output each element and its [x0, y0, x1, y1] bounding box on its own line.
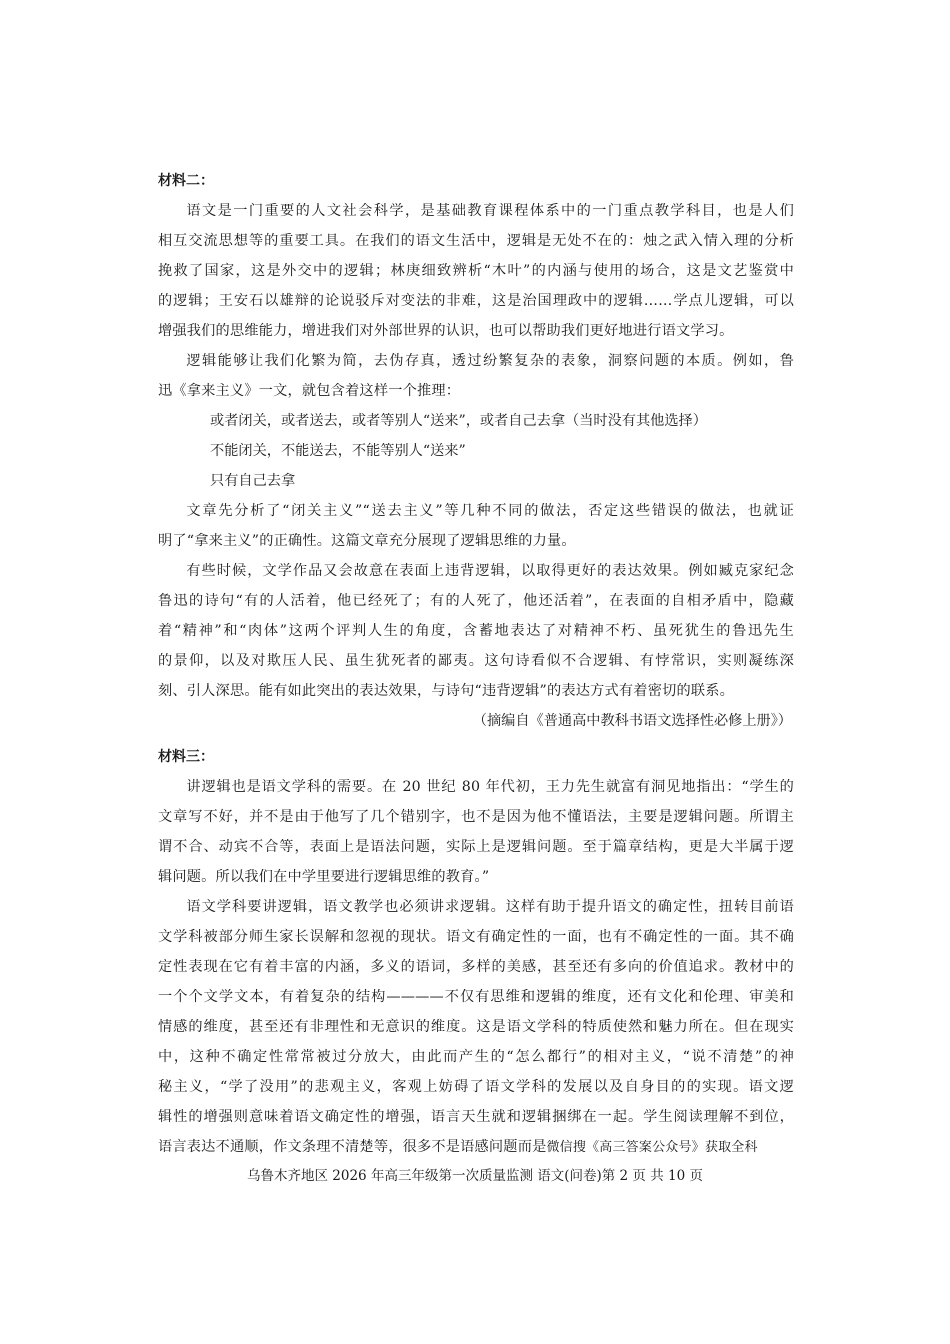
text-line: 文章写不好，并不是由于他写了几个错别字，也不是因为他不懂语法，主要是逻辑问题。所谓主: [158, 809, 794, 825]
document-page: [158, 166, 794, 1163]
text-line: 语文是一门重要的人文社会科学，是基础教育课程体系中的一门重点教学科目，也是人们: [186, 203, 794, 219]
watermark-text: 微信搜《高三答案公众号》获取全科: [546, 1140, 758, 1155]
text-line: 刻、引人深思。能有如此突出的表达效果，与诗句“违背逻辑”的表达方式有着密切的联系。: [158, 683, 735, 699]
text-line: 的景仰，以及对欺压人民、虽生犹死者的鄙夷。这句诗看似不合逻辑、有悖常识，实则凝练深: [158, 653, 794, 669]
text-line: 着“精神”和“肉体”这两个评判人生的角度，含蓄地表达了对精神不朽、虽死犹生的鲁迅先生: [158, 623, 794, 639]
text-line: 一个个文学文本，有着复杂的结构————不仅有思维和逻辑的维度，还有文化和伦理、审美和: [158, 989, 794, 1005]
text-line: 挽救了国家，这是外交中的逻辑；林庚细致辨析“木叶”的内涵与使用的场合，这是文艺鉴赏中: [158, 263, 794, 279]
material-two-paragraph-1: [158, 196, 794, 346]
material-two-paragraph-3: [158, 496, 794, 556]
text-line: 有些时候，文学作品又会故意在表面上违背逻辑，以取得更好的表达效果。例如臧克家纪念: [186, 563, 794, 579]
text-line: 逻辑能够让我们化繁为简，去伪存真，透过纷繁复杂的表象，洞察问题的本质。例如，鲁: [186, 353, 794, 369]
text-line: 谓不合、动宾不合等，表面上是语法问题，实际上是逻辑问题。至于篇章结构，更是大半属于逻: [158, 839, 794, 855]
material-three-paragraph-2: [158, 892, 794, 1163]
text-line-with-watermark: [158, 1132, 794, 1163]
material-two-source: （摘编自《普通高中教科书语文选择性必修上册》）: [472, 713, 792, 729]
material-two-paragraph-2: [158, 346, 794, 406]
text-segment: 语言表达不通顺，作文条理不清楚等，很多不是语感问题而是: [158, 1139, 547, 1155]
syllogism-premise-1: 或者闭关，或者送去，或者等别人“送来”，或者自己去拿（当时没有其他选择）: [210, 413, 707, 429]
text-line: 文学科被部分师生家长误解和忽视的现状。语文有确定性的一面，也有不确定性的一面。其不确: [158, 929, 794, 945]
text-line: 相互交流思想等的重要工具。在我们的语文生活中，逻辑是无处不在的：烛之武入情入理的分析: [158, 233, 794, 249]
material-two-paragraph-4: [158, 556, 794, 706]
text-line: 情感的维度，甚至还有非理性和无意识的维度。这是语文学科的特质使然和魅力所在。但在现实: [158, 1019, 794, 1035]
page-footer: 乌鲁木齐地区 2026 年高三年级第一次质量监测 语文(问卷)第 2 页 共 10 页: [247, 1168, 703, 1184]
text-line: 秘主义，“学了没用”的悲观主义，客观上妨碍了语文学科的发展以及自身目的的实现。语文逻: [158, 1079, 794, 1095]
syllogism-premise-2: 不能闭关，不能送去，不能等别人“送来”: [210, 443, 466, 459]
text-line: 鲁迅的诗句“有的人活着，他已经死了；有的人死了，他还活着”，在表面的自相矛盾中，隐藏: [158, 593, 794, 609]
text-line: 辑问题。所以我们在中学里要进行逻辑思维的教育。”: [158, 869, 490, 885]
text-line: 明了“拿来主义”的正确性。这篇文章充分展现了逻辑思维的力量。: [158, 533, 576, 549]
text-line: 辑性的增强则意味着语文确定性的增强，语言天生就和逻辑捆绑在一起。学生阅读理解不到位，: [158, 1109, 794, 1125]
text-line: 讲逻辑也是语文学科的需要。在 20 世纪 80 年代初，王力先生就富有洞见地指出：“学生的: [186, 779, 794, 795]
material-three-paragraph-1: [158, 772, 794, 892]
text-line: 语文学科要讲逻辑，语文教学也必须讲求逻辑。这样有助于提升语文的确定性，扭转目前语: [186, 899, 794, 915]
text-line: 迅《拿来主义》一文，就包含着这样一个推理：: [158, 383, 461, 399]
text-line: 文章先分析了“闭关主义”“送去主义”等几种不同的做法，否定这些错误的做法，也就证: [186, 503, 794, 519]
material-two-heading: 材料二：: [158, 173, 214, 189]
material-three-heading: 材料三：: [158, 749, 214, 765]
text-line: 定性表现在它有着丰富的内涵，多义的语词，多样的美感，甚至还有多向的价值追求。教材中的: [158, 959, 794, 975]
text-line: 增强我们的思维能力，增进我们对外部世界的认识，也可以帮助我们更好地进行语文学习。: [158, 323, 734, 339]
text-line: 中，这种不确定性常常被过分放大，由此而产生的“怎么都行”的相对主义，“说不清楚”的神: [158, 1049, 794, 1065]
syllogism-conclusion: 只有自己去拿: [210, 473, 296, 489]
text-line: 的逻辑；王安石以雄辩的论说驳斥对变法的非难，这是治国理政中的逻辑……学点儿逻辑，可以: [158, 293, 794, 309]
